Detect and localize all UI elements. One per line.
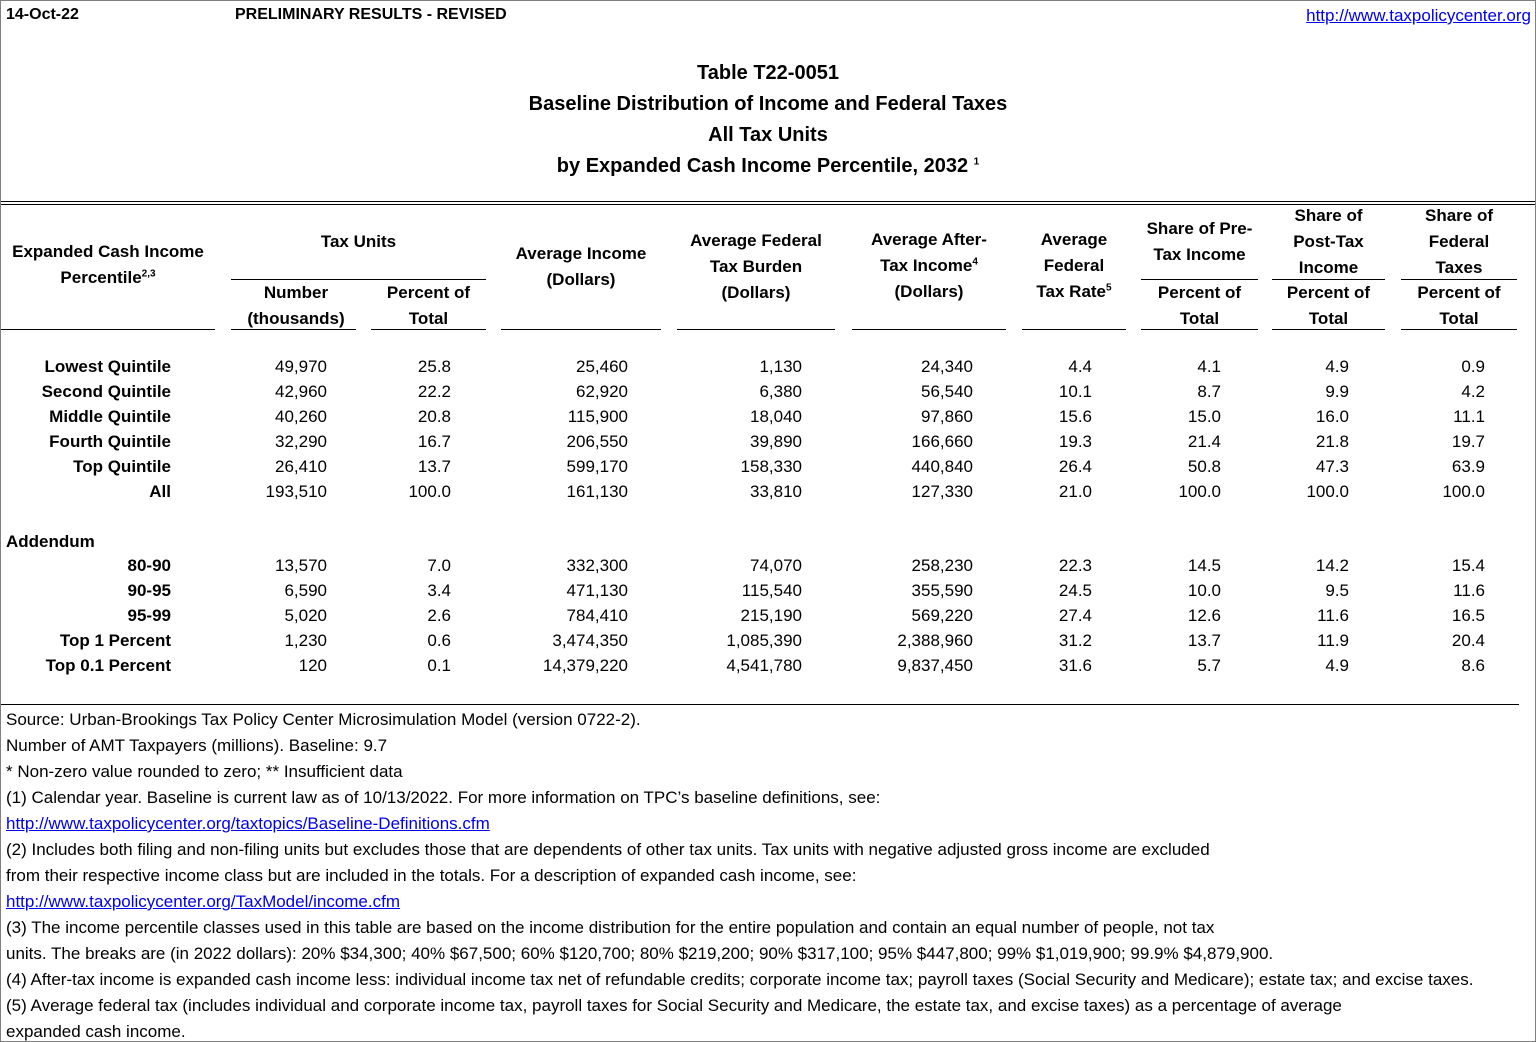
footnotes [6, 707, 1473, 1042]
footnote-5b: expanded cash income. [6, 1022, 186, 1041]
addendum-label: Addendum [6, 532, 95, 551]
table-scope: by Expanded Cash Income Percentile, 2032 $^1$ [556, 155, 980, 177]
header-share-federal-sub: Percent of Total [1417, 283, 1501, 328]
source-note: Source: Urban-Brookings Tax Policy Center Microsimulation Model (version 0722-2). [6, 710, 641, 729]
tpc-website-link[interactable]: http://www.taxpolicycenter.org [1306, 6, 1531, 25]
footnote-5a: (5) Average federal tax (includes individual and corporate income tax, payroll taxes for Social Security and Medicare, the estate tax, and excise taxes) as a percentage of average [6, 996, 1342, 1015]
header-share-posttax-sub: Percent of Total [1286, 283, 1371, 328]
header-tax-units: Tax Units [320, 232, 397, 251]
header-average-income: Average Income (Dollars) [515, 244, 647, 289]
footnote-2b: from their respective income class but are included in the totals. For a description of expanded cash income, see: [6, 866, 857, 885]
header-share-federal: Share of Federal Taxes [1424, 206, 1494, 277]
footnote-3a: (3) The income percentile classes used in this table are based on the income distribution for the entire population and contain an equal number of people, not tax [6, 918, 1215, 937]
header-share-posttax: Share of Post-Tax Income [1293, 206, 1364, 277]
header-percentile: Expanded Cash Income Percentile$^{2,3}$ [12, 242, 204, 287]
header-after-tax-income: Average After- Tax Income$^4$ (Dollars) [871, 230, 987, 301]
footnote-4: (4) After-tax income is expanded cash income less: individual income tax net of refundable credits; corporate income tax; payroll taxes (Social Security and Medicare); estate tax; and excise taxes. [6, 970, 1474, 989]
header-percent-total: Percent of Total [386, 283, 471, 328]
baseline-definitions-link[interactable]: http://www.taxpolicycenter.org/taxtopics/Baseline-Definitions.cfm [6, 814, 490, 833]
header-average-federal-tax: Average Federal Tax Burden (Dollars) [690, 231, 822, 302]
income-definition-link[interactable]: http://www.taxpolicycenter.org/TaxModel/income.cfm [6, 892, 400, 911]
legend-note: * Non-zero value rounded to zero; ** Insufficient data [6, 762, 403, 781]
header-top-rule [1, 201, 1535, 202]
report-status: PRELIMINARY RESULTS - REVISED [235, 6, 507, 23]
footnote-3b: units. The breaks are (in 2022 dollars): 20% $34,300; 40% $67,500; 60% $120,700; 80% $219,200; 90% $317,100; 95% $447,800; 99% $1,019,900; 99.9% $4,879,900. [6, 944, 1274, 963]
table-heading: Baseline Distribution of Income and Federal Taxes [528, 93, 1008, 115]
footnote-1: (1) Calendar year. Baseline is current law as of 10/13/2022. For more information on TPC’s baseline definitions, see: [6, 788, 881, 807]
report-page: 14-Oct-22 PRELIMINARY RESULTS - REVISED http://www.taxpolicycenter.org Table T22-0051 Baseline Distribution of Income and Federal Taxes All Tax Units by Expanded Cash Income Percentile, 2032 $^1$ Expanded Cash Income Percentile$^{2,3}$ Tax Units Number (thousands) Percent of Total Average Income (Dollars) Average Federal Tax Burden (Dollars) Average After- Tax Income$^4$ (Dollars) Average Federal Tax Rate$^5$ Share of Pre- Tax Income Percent of Total Share of Post-Tax Income Percent of Total Share of Federal Taxes Percent of Total Lowest Quintile 49,970 25.8 25,460 1,130 24,340 4.4 4.1 4.9 0.9 Second Quintile 42,960 22.2 62,920 6,380 56,540 10.1 8.7 9.9 4.2 Middle Quintile 40,260 20.8 115,900 18,040 97,860 15.6 15.0 16.0 11.1 Fourth Quintile 32,290 16.7 206,550 39,890 166,660 19.3 21.4 21.8 19.7 Top Quintile 26,410 13.7 599,170 158,330 440,840 26.4 50.8 47.3 63.9 All 193,510 100.0 161,130 33,810 127,330 21.0 100.0 100.0 100.0 Addendum 80-90 13,570 7.0 332,300 74,070 258,230 22.3 14.5 14.2 15.4 90-95 6,590 3.4 471,130 115,540 355,590 24.5 10.0 9.5 11.6 95-99 5,020 2.6 784,410 215,190 569,220 27.4 12.6 11.6 16.5 Top 1 Percent 1,230 0.6 3,474,350 1,085,390 2,388,960 31.2 13.7 11.9 20.4 Top 0.1 Percent 120 0.1 14,379,220 4,541,780 9,837,450 31.6 5.7 4.9 8.6 Source: Urban-Brookings Tax Policy Center Microsimulation Model (version 0722-2). Number of AMT Taxpayers (millions). Baseline: 9.7 * Non-zero value rounded to zero; ** Insufficient data (1) Calendar year. Baseline is current law as of 10/13/2022. For more information on TPC’s baseline definitions, see: http://www.taxpolicycenter.org/taxtopics/Baseline-Definitions.cfm (2) Includes both filing and non-filing units but excludes those that are dependents of other tax units. Tax units with negative adjusted gross income are excluded from their respective income class but are included in the totals. For a description of expanded cash income, see: http://www.taxpolicycenter.org/TaxModel/income.cfm (3) The income percentile classes used in this table are based on the income distribution for the entire population and contain an equal number of people, not tax units. The breaks are (in 2022 dollars): 20% $34,300; 40% $67,500; 60% $120,700; 80% $219,200; 90% $317,100; 95% $447,800; 99% $1,019,900; 99.9% $4,879,900. (4) After-tax income is expanded cash income less: individual income tax net of refundable credits; corporate income tax; payroll taxes (Social Security and Medicare); estate tax; and excise taxes. (5) Average federal tax (includes individual and corporate income tax, payroll taxes for Social Security and Medicare, the estate tax, and excise taxes) as a percentage of average expanded cash income. [0, 0, 1536, 1042]
table-title [1, 58, 1535, 182]
footnote-2a: (2) Includes both filing and non-filing units but excludes those that are dependents of other tax units. Tax units with negative adjusted gross income are excluded [6, 840, 1210, 859]
amt-note: Number of AMT Taxpayers (millions). Baseline: 9.7 [6, 736, 388, 755]
header-share-pretax-sub: Percent of Total [1157, 283, 1242, 328]
table-number: Table T22-0051 [697, 62, 839, 84]
header-number: Number (thousands) [247, 283, 345, 328]
table-subheading: All Tax Units [708, 124, 828, 146]
header-share-pretax: Share of Pre- Tax Income [1146, 219, 1253, 264]
table-bottom-rule [1, 704, 1519, 705]
report-date: 14-Oct-22 [6, 6, 79, 23]
header-tax-rate: Average Federal Tax Rate$^5$ [1036, 230, 1112, 301]
